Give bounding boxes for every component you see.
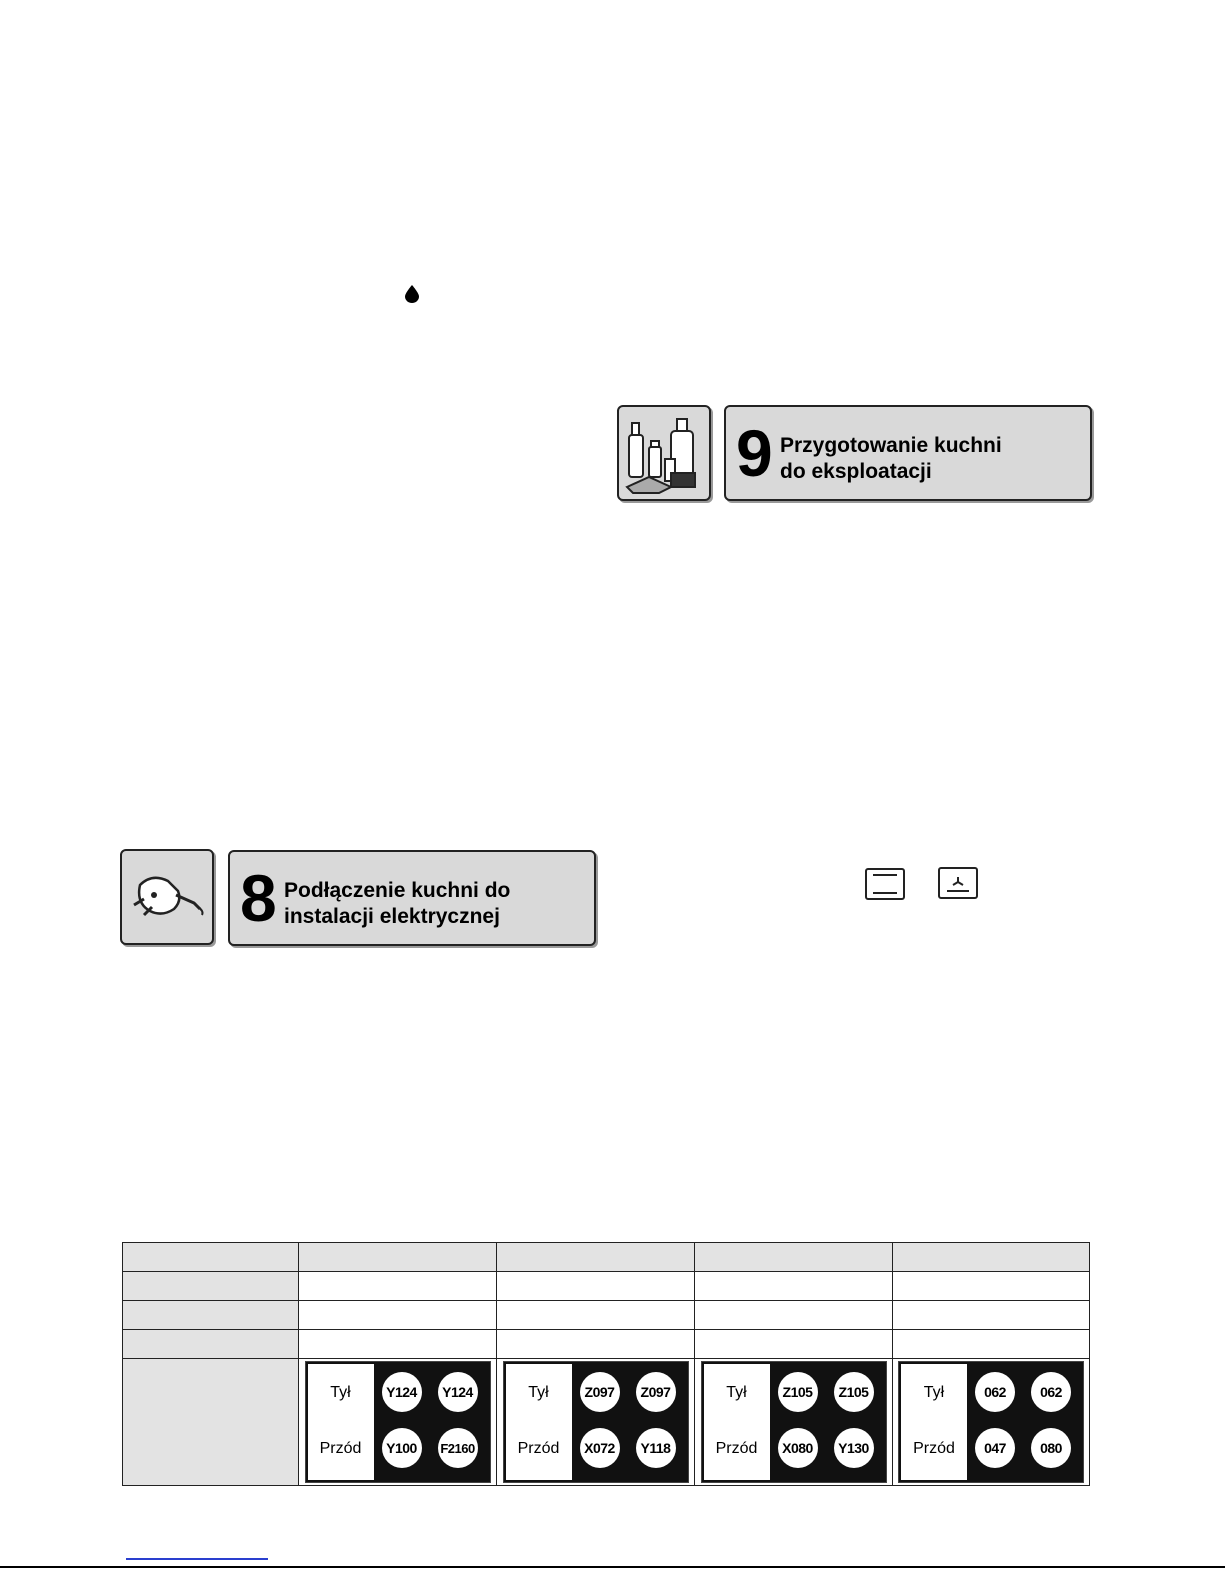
table-row — [123, 1301, 1090, 1330]
electric-plug-icon — [120, 849, 214, 945]
injector-marking: Z097 — [636, 1372, 676, 1412]
back-label: Tył — [726, 1384, 747, 1401]
section-8-title: Podłączenie kuchni do instalacji elektrycznej — [284, 879, 511, 928]
footer-rule — [0, 1566, 1225, 1568]
injector-marking: 062 — [1031, 1372, 1071, 1412]
row-header-cell — [123, 1359, 299, 1486]
table-row-injectors — [123, 1359, 1090, 1486]
fan-heat-icon — [938, 867, 978, 899]
water-drop-icon — [405, 285, 419, 303]
injector-panel — [701, 1361, 887, 1483]
injector-marking: Y118 — [636, 1428, 676, 1468]
injector-table — [122, 1242, 1090, 1486]
row-header-cell — [123, 1272, 299, 1301]
front-label: Przód — [319, 1440, 362, 1457]
injector-panel — [898, 1361, 1084, 1483]
section-9-number: 9 — [736, 416, 771, 490]
back-label: Tył — [923, 1384, 945, 1401]
top-bottom-heat-icon — [865, 868, 905, 900]
back-label: Tył — [528, 1384, 549, 1401]
injector-panel — [503, 1361, 689, 1483]
section-9-title: Przygotowanie kuchni do eksploatacji — [780, 434, 1002, 483]
table-header-cell — [695, 1243, 893, 1272]
table-header-cell — [123, 1243, 299, 1272]
cleaning-products-icon — [617, 405, 711, 501]
front-label: Przód — [715, 1440, 758, 1457]
injector-marking: X080 — [778, 1428, 818, 1468]
table-header-cell — [893, 1243, 1090, 1272]
section-8-header — [228, 850, 596, 946]
injector-marking: Y124 — [438, 1372, 478, 1412]
section-9-header — [724, 405, 1092, 501]
table-row — [123, 1272, 1090, 1301]
injector-marking: Z105 — [834, 1372, 874, 1412]
injector-marking: Y100 — [382, 1428, 422, 1468]
table-header-row — [123, 1243, 1090, 1272]
row-header-cell — [123, 1301, 299, 1330]
table-header-cell — [497, 1243, 695, 1272]
injector-marking: Z105 — [778, 1372, 818, 1412]
table-row — [123, 1330, 1090, 1359]
injector-marking: X072 — [580, 1428, 620, 1468]
injector-marking: 062 — [975, 1372, 1015, 1412]
injector-marking: Z097 — [580, 1372, 620, 1412]
row-header-cell — [123, 1330, 299, 1359]
injector-marking: 047 — [975, 1428, 1015, 1468]
table-header-cell — [299, 1243, 497, 1272]
injector-marking: F2160 — [438, 1428, 478, 1468]
front-label: Przód — [517, 1440, 560, 1457]
footer-link-underline — [126, 1558, 268, 1560]
front-label: Przód — [913, 1440, 955, 1457]
injector-panel — [305, 1361, 491, 1483]
section-8-number: 8 — [240, 861, 275, 935]
injector-marking: Y124 — [382, 1372, 422, 1412]
injector-marking: Y130 — [834, 1428, 874, 1468]
back-label: Tył — [330, 1384, 351, 1401]
injector-marking: 080 — [1031, 1428, 1071, 1468]
